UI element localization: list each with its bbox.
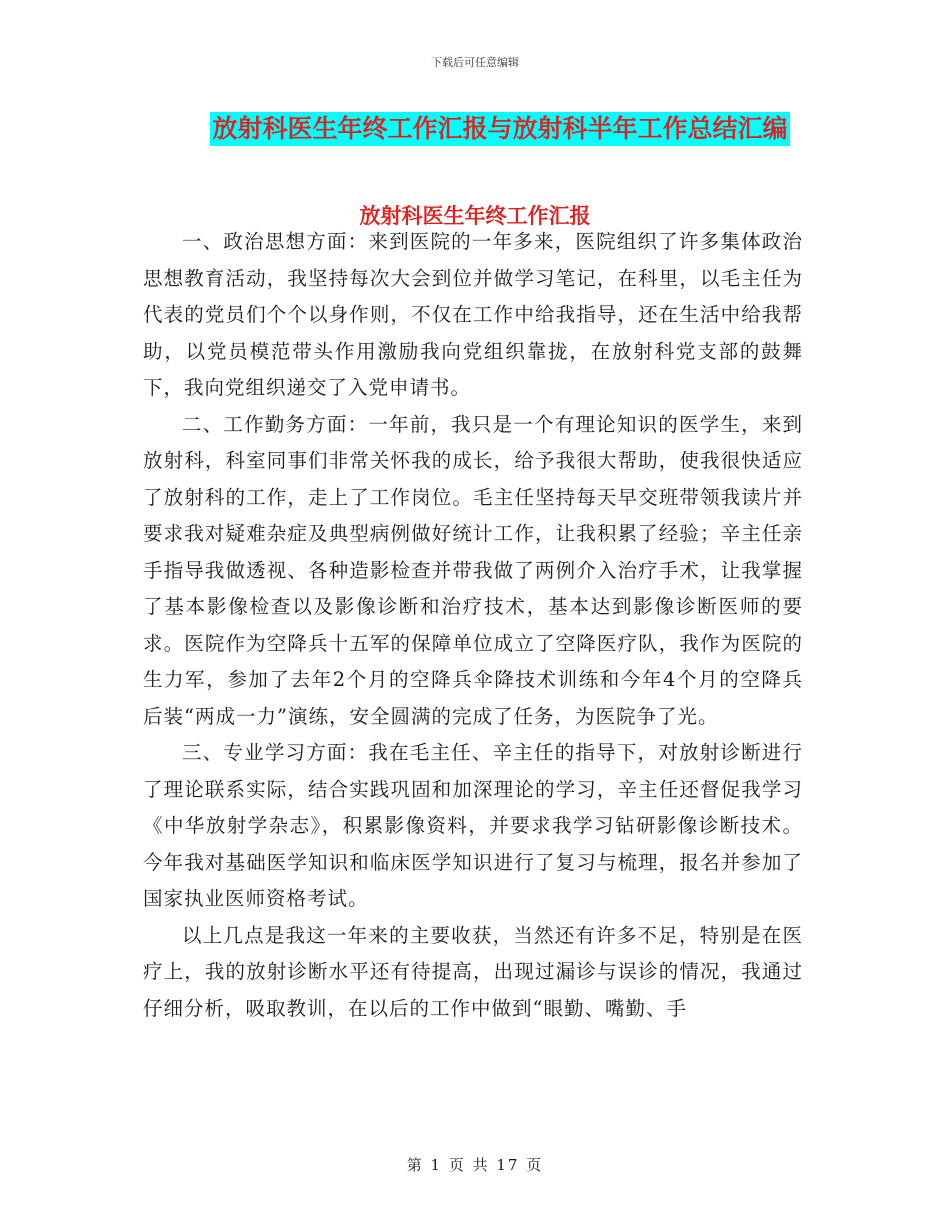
main-title-container bbox=[0, 112, 950, 146]
header-note: 下载后可任意编辑 bbox=[431, 56, 519, 69]
paragraph-summary: 以上几点是我这一年来的主要收获，当然还有许多不足，特别是在医疗上，我的放射诊断水平还有待提高，出现过漏诊与误诊的情况，我通过仔细分析，吸取教训，在以后的工作中做到“眼勤、嘴勤、手 bbox=[143, 923, 803, 1020]
paragraph-professional-study: 三、专业学习方面：我在毛主任、辛主任的指导下，对放射诊断进行了理论联系实际，结合实践巩固和加深理论的学习，辛主任还督促我学习《中华放射学杂志》，积累影像资料，并要求我学习钻研影像诊断技术。今年我对基础医学知识和临床医学知识进行了复习与梳理，报名并参加了国家执业医师资格考试。 bbox=[143, 741, 803, 910]
paragraph-work-duty: 二、工作勤务方面：一年前，我只是一个有理论知识的医学生，来到放射科，科室同事们非常关怀我的成长，给予我很大帮助，使我很快适应了放射科的工作，走上了工作岗位。毛主任坚持每天早交班带领我读片并要求我对疑难杂症及典型病例做好统计工作，让我积累了经验；辛主任亲手指导我做透视、各种造影检查并带我做了两例介入治疗手术，让我掌握了基本影像检查以及影像诊断和治疗技术，基本达到影像诊断医师的要求。医院作为空降兵十五军的保障单位成立了空降医疗队，我作为医院的生力军，参加了去年2个月的空降兵伞降技术训练和今年4个月的空降兵后装“两成一力”演练，安全圆满的完成了任务，为医院争了光。 bbox=[143, 412, 803, 728]
page-number-footer: 第 1 页 共 17 页 bbox=[406, 1156, 544, 1174]
section-title: 放射科医生年终工作汇报 bbox=[359, 204, 591, 228]
paragraph-political: 一、政治思想方面：来到医院的一年多来，医院组织了许多集体政治思想教育活动，我坚持每次大会到位并做学习笔记，在科里，以毛主任为代表的党员们个个以身作则，不仅在工作中给我指导，还在生活中给我帮助，以党员模范带头作用激励我向党组织靠拢，在放射科党支部的鼓舞下，我向党组织递交了入党申请书。 bbox=[143, 230, 803, 399]
document-title: 放射科医生年终工作汇报与放射科半年工作总结汇编 bbox=[210, 112, 789, 146]
document-body bbox=[143, 224, 803, 1027]
